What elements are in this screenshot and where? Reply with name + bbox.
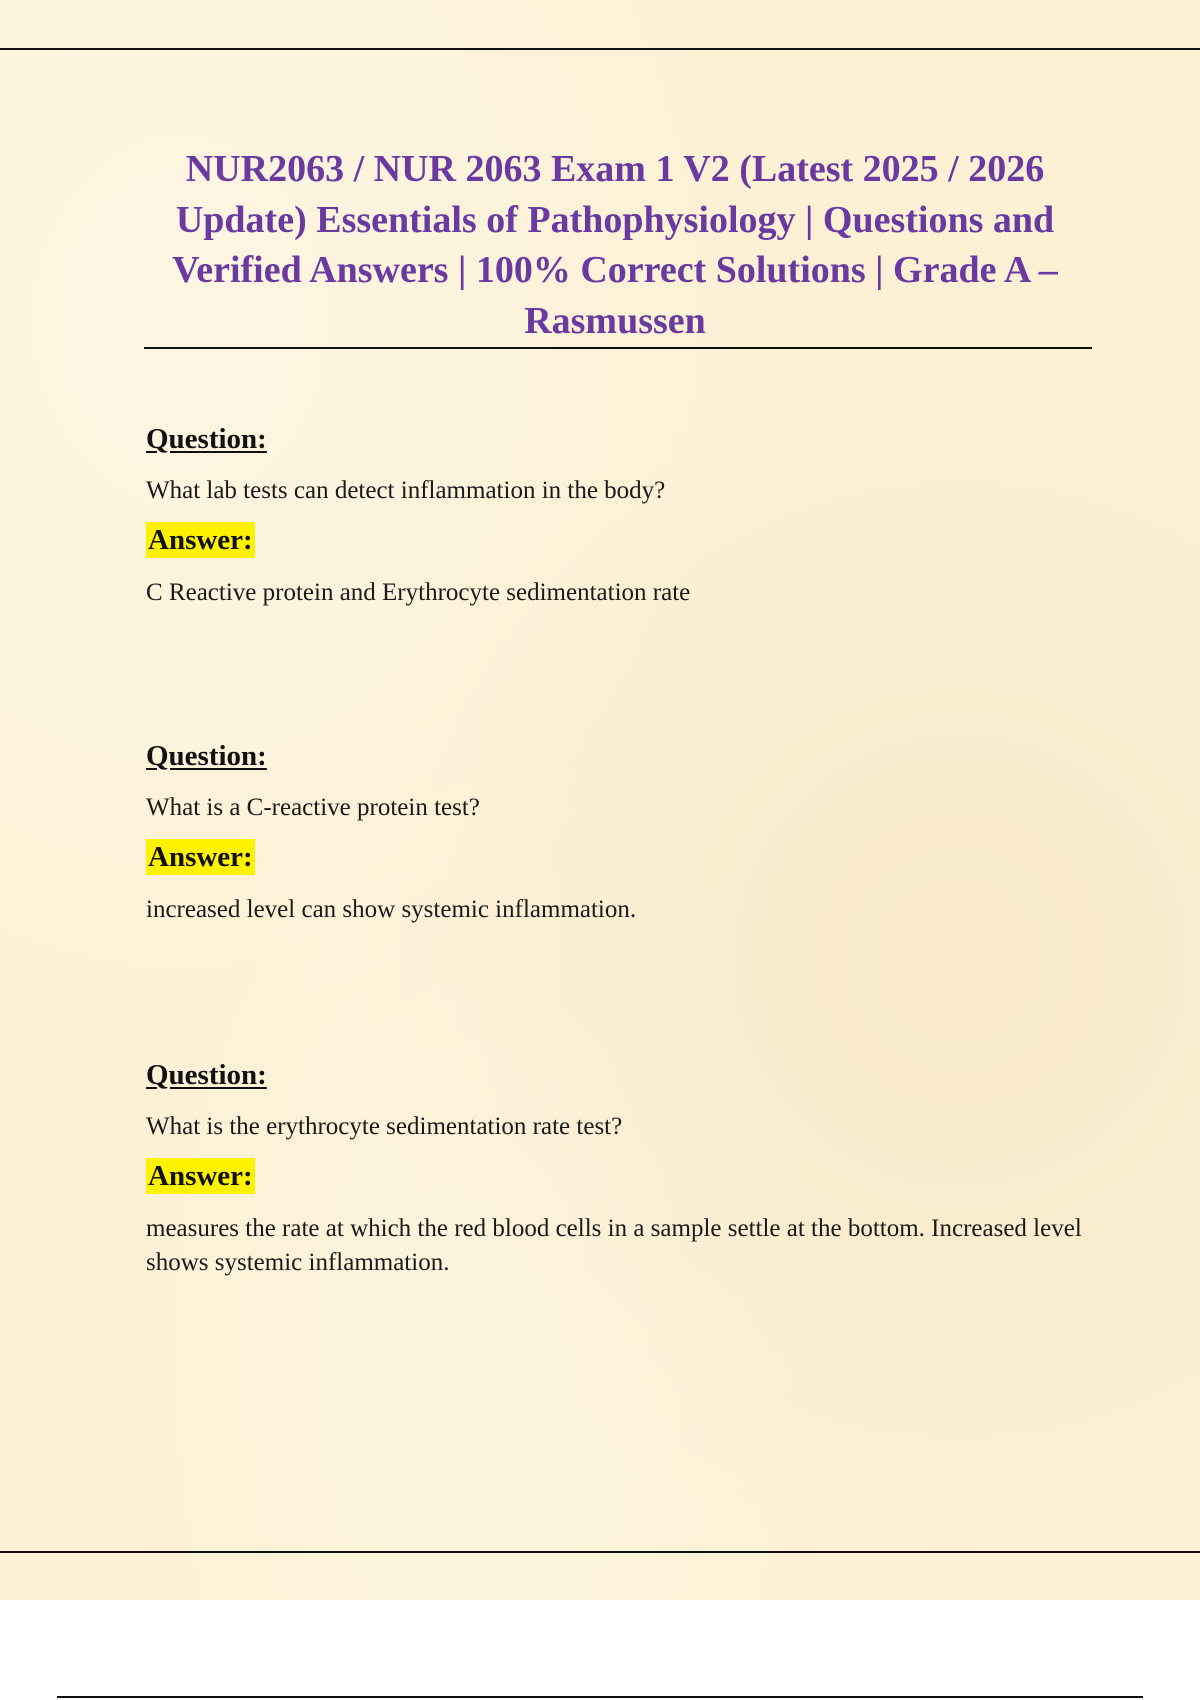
qa-item-3 xyxy=(146,1058,1086,1280)
qa-item-1 xyxy=(146,422,1086,610)
answer-text: measures the rate at which the red blood cells in a sample settle at the bottom. Increased level shows systemic inflammation. xyxy=(146,1215,1082,1276)
question-label: Question: xyxy=(146,1059,267,1091)
answer-label: Answer: xyxy=(148,1160,253,1192)
page-bottom-rule xyxy=(57,1696,1143,1698)
footer-top-rule xyxy=(0,1551,1200,1553)
answer-text: increased level can show systemic inflammation. xyxy=(146,896,637,923)
answer-text: C Reactive protein and Erythrocyte sedimentation rate xyxy=(146,579,691,606)
question-text: What is the erythrocyte sedimentation rate test? xyxy=(146,1113,623,1140)
answer-label: Answer: xyxy=(148,524,253,556)
title-underline-rule xyxy=(144,347,1092,349)
question-text: What lab tests can detect inflammation in the body? xyxy=(146,477,666,504)
answer-label: Answer: xyxy=(148,841,253,873)
qa-item-2 xyxy=(146,739,1086,927)
question-label: Question: xyxy=(146,740,267,772)
question-label: Question: xyxy=(146,423,267,455)
question-text: What is a C-reactive protein test? xyxy=(146,794,480,821)
header-rule xyxy=(0,48,1200,50)
document-title: NUR2063 / NUR 2063 Exam 1 V2 (Latest 2025 / 2026 Update) Essentials of Pathophysiology | Questions and Verified Answers | 100% Correct Solutions | Grade A – Rasmussen xyxy=(172,148,1058,342)
